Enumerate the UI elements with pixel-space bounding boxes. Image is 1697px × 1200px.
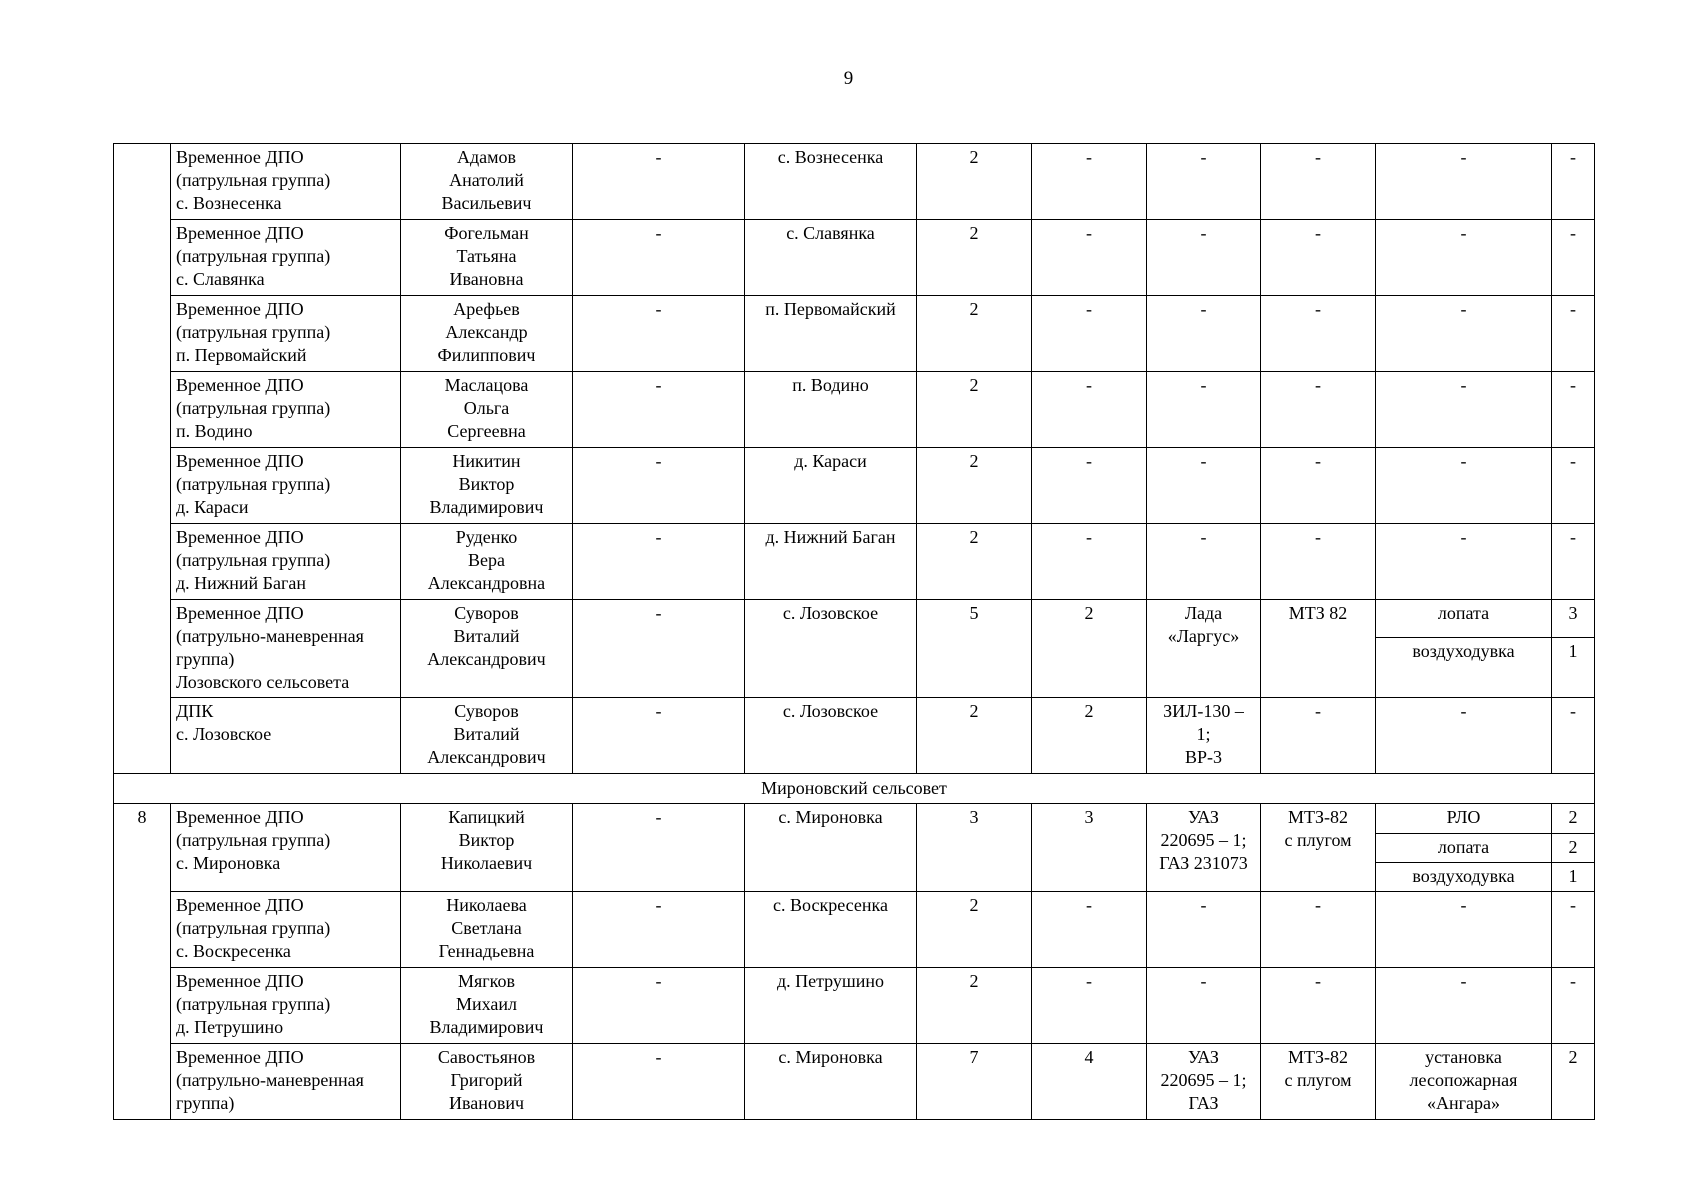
- vehicles-cell: -: [1147, 296, 1261, 372]
- vehicles-cell: ЗИЛ-130 – 1; ВР-3: [1147, 698, 1261, 774]
- count-cell: -: [1032, 524, 1147, 600]
- section-title: Мироновский сельсовет: [114, 774, 1595, 804]
- machinery-cell: -: [1261, 524, 1376, 600]
- head-name-cell: Николаева Светлана Геннадьевна: [401, 892, 573, 968]
- people-count-cell: 2: [917, 968, 1032, 1044]
- head-name-cell: Суворов Виталий Александрович: [401, 600, 573, 698]
- equipment-qty-cell: -: [1552, 524, 1595, 600]
- machinery-cell: -: [1261, 220, 1376, 296]
- location-cell: д. Петрушино: [745, 968, 917, 1044]
- people-count-cell: 2: [917, 892, 1032, 968]
- table-row: [114, 1044, 1595, 1120]
- unit-name-cell: Временное ДПО (патрульно-маневренная группа): [171, 1044, 401, 1120]
- head-name-cell: Руденко Вера Александровна: [401, 524, 573, 600]
- equipment-cell: -: [1376, 220, 1552, 296]
- vehicles-cell: -: [1147, 892, 1261, 968]
- location-cell: с. Воскресенка: [745, 892, 917, 968]
- people-count-cell: 2: [917, 698, 1032, 774]
- dash-cell: -: [573, 968, 745, 1044]
- machinery-cell: МТЗ 82: [1261, 600, 1376, 698]
- machinery-cell: -: [1261, 296, 1376, 372]
- unit-name-cell: Временное ДПО (патрульная группа) п. Первомайский: [171, 296, 401, 372]
- table-row: [114, 448, 1595, 524]
- machinery-cell: -: [1261, 448, 1376, 524]
- count-cell: 2: [1032, 698, 1147, 774]
- equipment-qty-cell: 1: [1552, 863, 1595, 892]
- people-count-cell: 2: [917, 296, 1032, 372]
- head-name-cell: Маслацова Ольга Сергеевна: [401, 372, 573, 448]
- unit-name-cell: Временное ДПО (патрульная группа) д. Нижний Баган: [171, 524, 401, 600]
- dash-cell: -: [573, 296, 745, 372]
- row-number-cell: 8: [114, 804, 171, 1120]
- head-name-cell: Арефьев Александр Филиппович: [401, 296, 573, 372]
- table-row: [114, 600, 1595, 638]
- machinery-cell: -: [1261, 892, 1376, 968]
- location-cell: с. Вознесенка: [745, 144, 917, 220]
- vehicles-cell: -: [1147, 372, 1261, 448]
- dash-cell: -: [573, 220, 745, 296]
- count-cell: -: [1032, 220, 1147, 296]
- people-count-cell: 2: [917, 144, 1032, 220]
- dash-cell: -: [573, 892, 745, 968]
- count-cell: -: [1032, 144, 1147, 220]
- machinery-cell: -: [1261, 968, 1376, 1044]
- head-name-cell: Никитин Виктор Владимирович: [401, 448, 573, 524]
- row-number-cell: [114, 144, 171, 774]
- vehicles-cell: -: [1147, 968, 1261, 1044]
- equipment-qty-cell: 1: [1552, 638, 1595, 698]
- equipment-cell: -: [1376, 296, 1552, 372]
- equipment-cell: -: [1376, 524, 1552, 600]
- unit-name-cell: Временное ДПО (патрульная группа) с. Вознесенка: [171, 144, 401, 220]
- count-cell: -: [1032, 448, 1147, 524]
- equipment-qty-cell: 3: [1552, 600, 1595, 638]
- unit-name-cell: Временное ДПО (патрульная группа) д. Караси: [171, 448, 401, 524]
- count-cell: -: [1032, 968, 1147, 1044]
- equipment-cell: установка лесопожарная «Ангара»: [1376, 1044, 1552, 1120]
- equipment-cell: -: [1376, 892, 1552, 968]
- machinery-cell: МТЗ-82 с плугом: [1261, 1044, 1376, 1120]
- count-cell: 3: [1032, 804, 1147, 892]
- equipment-qty-cell: 2: [1552, 834, 1595, 863]
- vehicles-cell: -: [1147, 524, 1261, 600]
- unit-name-cell: ДПК с. Лозовское: [171, 698, 401, 774]
- machinery-cell: -: [1261, 144, 1376, 220]
- people-count-cell: 3: [917, 804, 1032, 892]
- table-row: [114, 698, 1595, 774]
- dash-cell: -: [573, 372, 745, 448]
- page-number: 9: [843, 68, 854, 89]
- section-row: [114, 774, 1595, 804]
- equipment-qty-cell: 2: [1552, 804, 1595, 834]
- equipment-cell: РЛО: [1376, 804, 1552, 834]
- head-name-cell: Мягков Михаил Владимирович: [401, 968, 573, 1044]
- table-row: [114, 804, 1595, 834]
- equipment-qty-cell: -: [1552, 448, 1595, 524]
- equipment-cell: -: [1376, 698, 1552, 774]
- equipment-cell: воздуходувка: [1376, 638, 1552, 698]
- location-cell: с. Мироновка: [745, 804, 917, 892]
- machinery-cell: -: [1261, 372, 1376, 448]
- location-cell: с. Лозовское: [745, 698, 917, 774]
- table-row: [114, 220, 1595, 296]
- count-cell: 4: [1032, 1044, 1147, 1120]
- table-row: [114, 524, 1595, 600]
- count-cell: -: [1032, 892, 1147, 968]
- location-cell: д. Нижний Баган: [745, 524, 917, 600]
- people-count-cell: 5: [917, 600, 1032, 698]
- table-row: [114, 968, 1595, 1044]
- equipment-qty-cell: -: [1552, 892, 1595, 968]
- dash-cell: -: [573, 524, 745, 600]
- vehicles-cell: -: [1147, 220, 1261, 296]
- head-name-cell: Фогельман Татьяна Ивановна: [401, 220, 573, 296]
- location-cell: с. Лозовское: [745, 600, 917, 698]
- fire-units-table: [113, 143, 1595, 1120]
- equipment-qty-cell: -: [1552, 144, 1595, 220]
- count-cell: -: [1032, 296, 1147, 372]
- equipment-qty-cell: -: [1552, 220, 1595, 296]
- people-count-cell: 2: [917, 372, 1032, 448]
- vehicles-cell: УАЗ 220695 – 1; ГАЗ 231073: [1147, 804, 1261, 892]
- equipment-cell: -: [1376, 372, 1552, 448]
- equipment-qty-cell: 2: [1552, 1044, 1595, 1120]
- location-cell: д. Караси: [745, 448, 917, 524]
- dash-cell: -: [573, 1044, 745, 1120]
- dash-cell: -: [573, 804, 745, 892]
- vehicles-cell: -: [1147, 144, 1261, 220]
- equipment-cell: -: [1376, 448, 1552, 524]
- unit-name-cell: Временное ДПО (патрульно-маневренная группа) Лозовского сельсовета: [171, 600, 401, 698]
- unit-name-cell: Временное ДПО (патрульная группа) д. Петрушино: [171, 968, 401, 1044]
- people-count-cell: 7: [917, 1044, 1032, 1120]
- unit-name-cell: Временное ДПО (патрульная группа) с. Славянка: [171, 220, 401, 296]
- location-cell: с. Славянка: [745, 220, 917, 296]
- dash-cell: -: [573, 698, 745, 774]
- head-name-cell: Савостьянов Григорий Иванович: [401, 1044, 573, 1120]
- people-count-cell: 2: [917, 448, 1032, 524]
- unit-name-cell: Временное ДПО (патрульная группа) с. Воскресенка: [171, 892, 401, 968]
- equipment-cell: -: [1376, 968, 1552, 1044]
- machinery-cell: -: [1261, 698, 1376, 774]
- location-cell: п. Водино: [745, 372, 917, 448]
- unit-name-cell: Временное ДПО (патрульная группа) п. Водино: [171, 372, 401, 448]
- dash-cell: -: [573, 600, 745, 698]
- dash-cell: -: [573, 448, 745, 524]
- head-name-cell: Суворов Виталий Александрович: [401, 698, 573, 774]
- vehicles-cell: Лада «Ларгус»: [1147, 600, 1261, 698]
- people-count-cell: 2: [917, 524, 1032, 600]
- location-cell: п. Первомайский: [745, 296, 917, 372]
- head-name-cell: Адамов Анатолий Васильевич: [401, 144, 573, 220]
- equipment-qty-cell: -: [1552, 372, 1595, 448]
- table-row: [114, 372, 1595, 448]
- people-count-cell: 2: [917, 220, 1032, 296]
- machinery-cell: МТЗ-82 с плугом: [1261, 804, 1376, 892]
- equipment-cell: -: [1376, 144, 1552, 220]
- equipment-cell: воздуходувка: [1376, 863, 1552, 892]
- equipment-qty-cell: -: [1552, 698, 1595, 774]
- dash-cell: -: [573, 144, 745, 220]
- unit-name-cell: Временное ДПО (патрульная группа) с. Мироновка: [171, 804, 401, 892]
- equipment-qty-cell: -: [1552, 296, 1595, 372]
- vehicles-cell: УАЗ 220695 – 1; ГАЗ: [1147, 1044, 1261, 1120]
- head-name-cell: Капицкий Виктор Николаевич: [401, 804, 573, 892]
- table-row: [114, 296, 1595, 372]
- equipment-cell: лопата: [1376, 834, 1552, 863]
- count-cell: -: [1032, 372, 1147, 448]
- count-cell: 2: [1032, 600, 1147, 698]
- equipment-cell: лопата: [1376, 600, 1552, 638]
- vehicles-cell: -: [1147, 448, 1261, 524]
- table-row: [114, 144, 1595, 220]
- equipment-qty-cell: -: [1552, 968, 1595, 1044]
- table-row: [114, 892, 1595, 968]
- location-cell: с. Мироновка: [745, 1044, 917, 1120]
